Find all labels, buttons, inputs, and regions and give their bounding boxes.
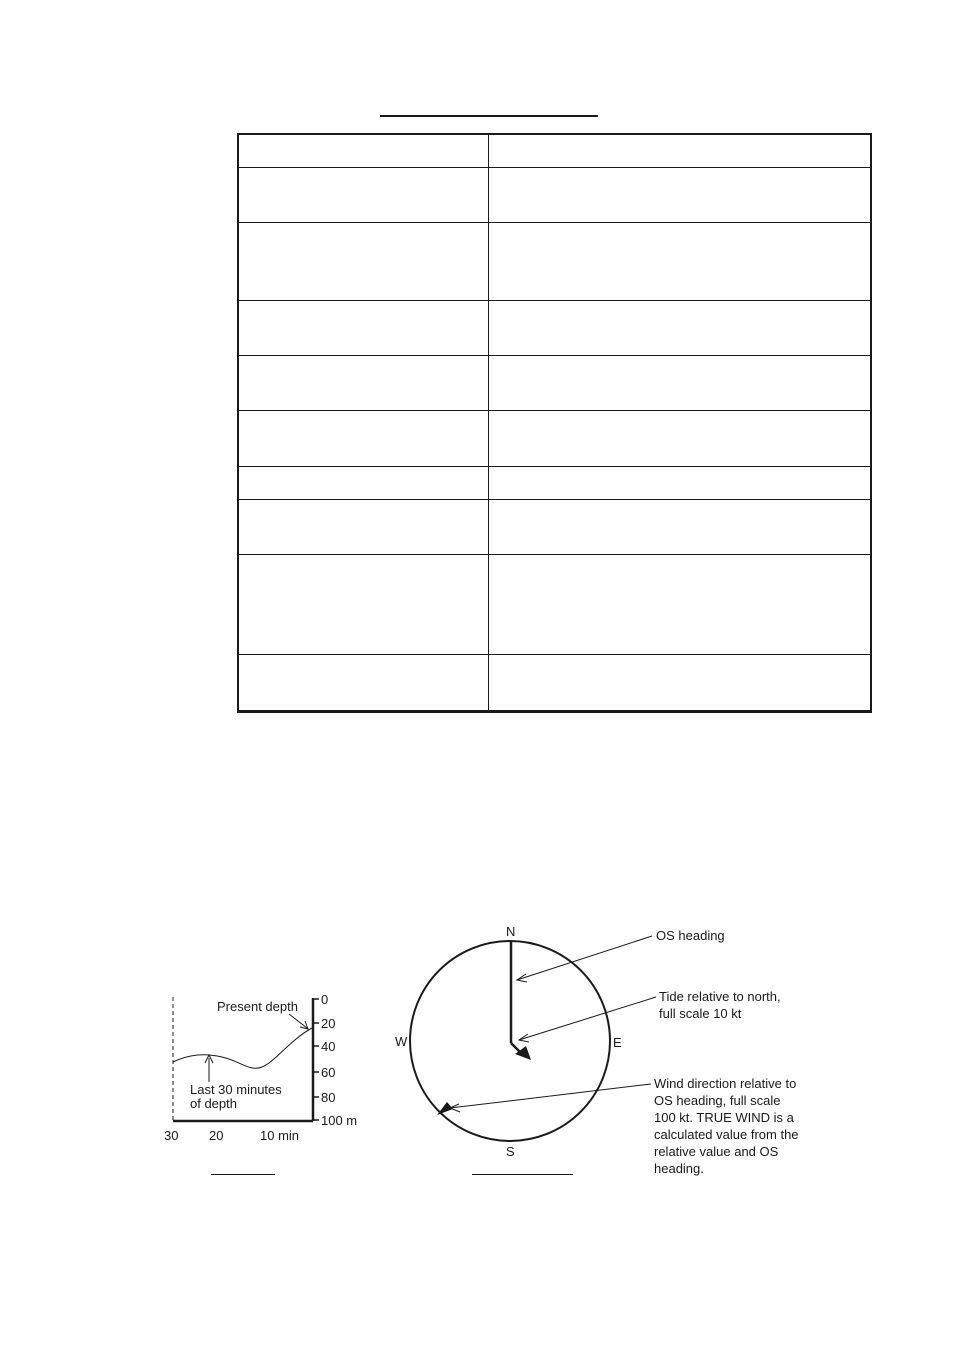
table-cell [489, 356, 872, 411]
depth-scale-label: 60 [321, 1065, 336, 1080]
tide-callout-arrow [519, 997, 656, 1040]
table-row [238, 555, 872, 655]
table-cell [489, 555, 872, 655]
table-title-underline [380, 115, 598, 117]
present-depth-pointer-arrow [289, 1014, 307, 1028]
table-cell [238, 134, 489, 168]
depth-scale-label: 80 [321, 1090, 336, 1105]
wind-label-line: heading. [654, 1161, 704, 1176]
table-row [238, 467, 872, 500]
table-cell [489, 500, 872, 555]
wind-label-line: Wind direction relative to [654, 1076, 797, 1091]
table-cell [489, 655, 872, 713]
compass-north-label: N [506, 924, 516, 939]
depth-scale-label: 0 [321, 992, 329, 1007]
table-row [238, 168, 872, 223]
os-heading-label: OS heading [656, 928, 725, 943]
table-cell [238, 356, 489, 411]
depth-scale-label: 40 [321, 1039, 336, 1054]
table-row [238, 134, 872, 168]
data-table [237, 133, 872, 713]
table-row [238, 411, 872, 467]
table-row [238, 223, 872, 301]
compass-west-label: W [395, 1034, 408, 1049]
table-cell [238, 411, 489, 467]
table-cell [489, 223, 872, 301]
depth-graph [150, 985, 380, 1150]
wind-label-line: relative value and OS [654, 1144, 779, 1159]
compass-east-label: E [613, 1035, 622, 1050]
time-scale-label: 10 min [260, 1128, 300, 1143]
time-scale-label: 30 [164, 1128, 179, 1143]
table-cell [238, 655, 489, 713]
table-cell [238, 500, 489, 555]
history-label-line1: Last 30 minutes [190, 1082, 282, 1097]
table-cell [238, 223, 489, 301]
table-cell [238, 301, 489, 356]
depth-graph-caption-underline [211, 1174, 275, 1175]
present-depth-label: Present depth [217, 999, 298, 1014]
table-cell [489, 411, 872, 467]
table-row [238, 301, 872, 356]
wind-callout-arrow [450, 1084, 651, 1108]
compass-caption-underline [472, 1174, 573, 1175]
table-cell [238, 168, 489, 223]
depth-history-curve [173, 1028, 312, 1068]
tide-label-line2: full scale 10 kt [659, 1006, 742, 1021]
time-scale-label: 20 [209, 1128, 224, 1143]
table-row [238, 500, 872, 555]
wind-label-line: OS heading, full scale [654, 1093, 781, 1108]
table-row [238, 356, 872, 411]
table-cell [489, 467, 872, 500]
table-cell [489, 134, 872, 168]
compass-south-label: S [506, 1144, 515, 1159]
table-row [238, 655, 872, 713]
table-cell [489, 301, 872, 356]
compass-display [390, 920, 830, 1185]
wind-label-line: calculated value from the [654, 1127, 799, 1142]
depth-scale-label: 100 m [321, 1113, 358, 1128]
depth-scale-label: 20 [321, 1016, 336, 1031]
table-cell [489, 168, 872, 223]
table-cell [238, 555, 489, 655]
history-label-line2: of depth [190, 1096, 237, 1111]
table-cell [238, 467, 489, 500]
tide-label-line1: Tide relative to north, [659, 989, 781, 1004]
wind-label-line: 100 kt. TRUE WIND is a [654, 1110, 794, 1125]
